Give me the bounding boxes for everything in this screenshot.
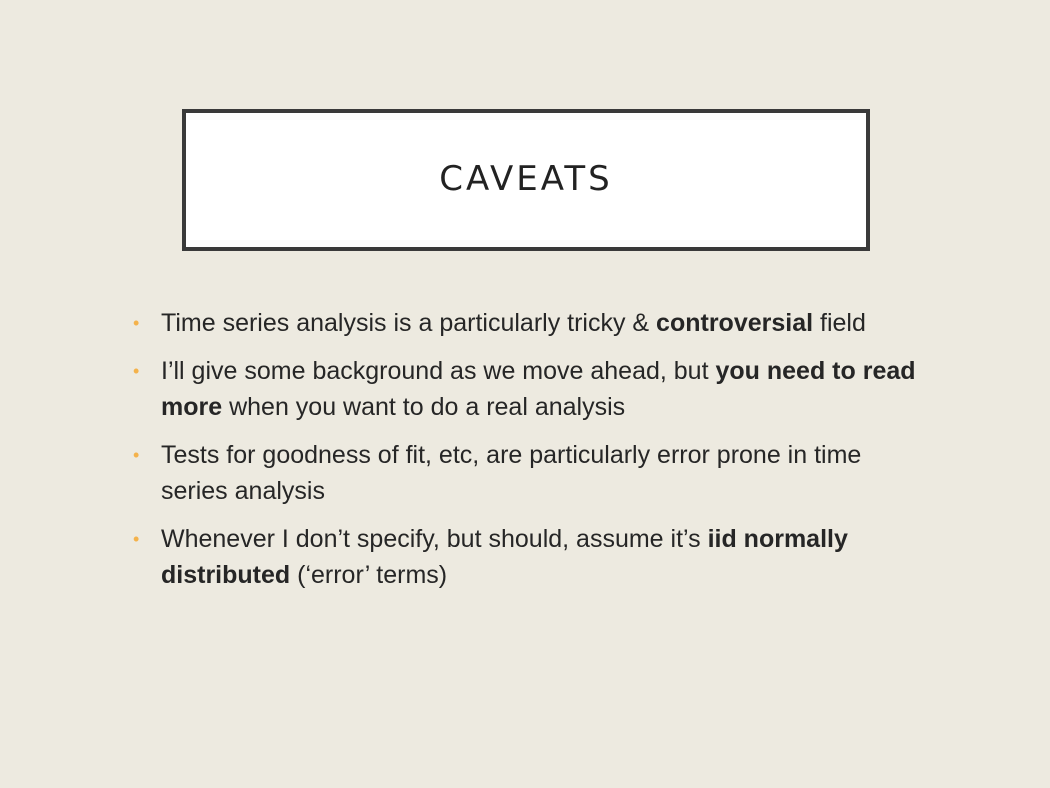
bullet-bold-segment: controversial xyxy=(656,309,814,337)
slide-title: CAVEATS xyxy=(439,159,613,199)
bullet-text xyxy=(161,357,916,421)
bullet-text-segment: field xyxy=(813,309,866,337)
bullet-icon: • xyxy=(133,529,140,549)
bullet-text-segment: I’ll give some background as we move ahead, but xyxy=(161,357,716,385)
bullet-text xyxy=(161,441,861,505)
title-box xyxy=(182,109,870,251)
bullet-bold-segment: iid normally distributed xyxy=(161,525,848,589)
bullet-bold-segment: you need to read more xyxy=(161,357,916,421)
bullet-text-segment: when you want to do a real analysis xyxy=(222,393,626,421)
bullet-icon: • xyxy=(133,361,140,381)
bullet-text-segment: Whenever I don’t specify, but should, assume it’s xyxy=(161,525,708,553)
bullet-text-segment: (‘error’ terms) xyxy=(290,561,448,589)
bullet-item xyxy=(133,521,933,593)
bullet-item xyxy=(133,305,933,341)
bullet-icon: • xyxy=(133,445,140,465)
bullet-list xyxy=(133,305,933,605)
bullet-item xyxy=(133,437,933,509)
bullet-text-segment: Time series analysis is a particularly tricky & xyxy=(161,309,657,337)
bullet-text xyxy=(161,525,848,589)
bullet-item xyxy=(133,353,933,425)
bullet-text xyxy=(161,309,866,337)
bullet-icon: • xyxy=(133,313,140,333)
bullet-text-segment: Tests for goodness of fit, etc, are particularly error prone in time series analysis xyxy=(161,441,862,505)
